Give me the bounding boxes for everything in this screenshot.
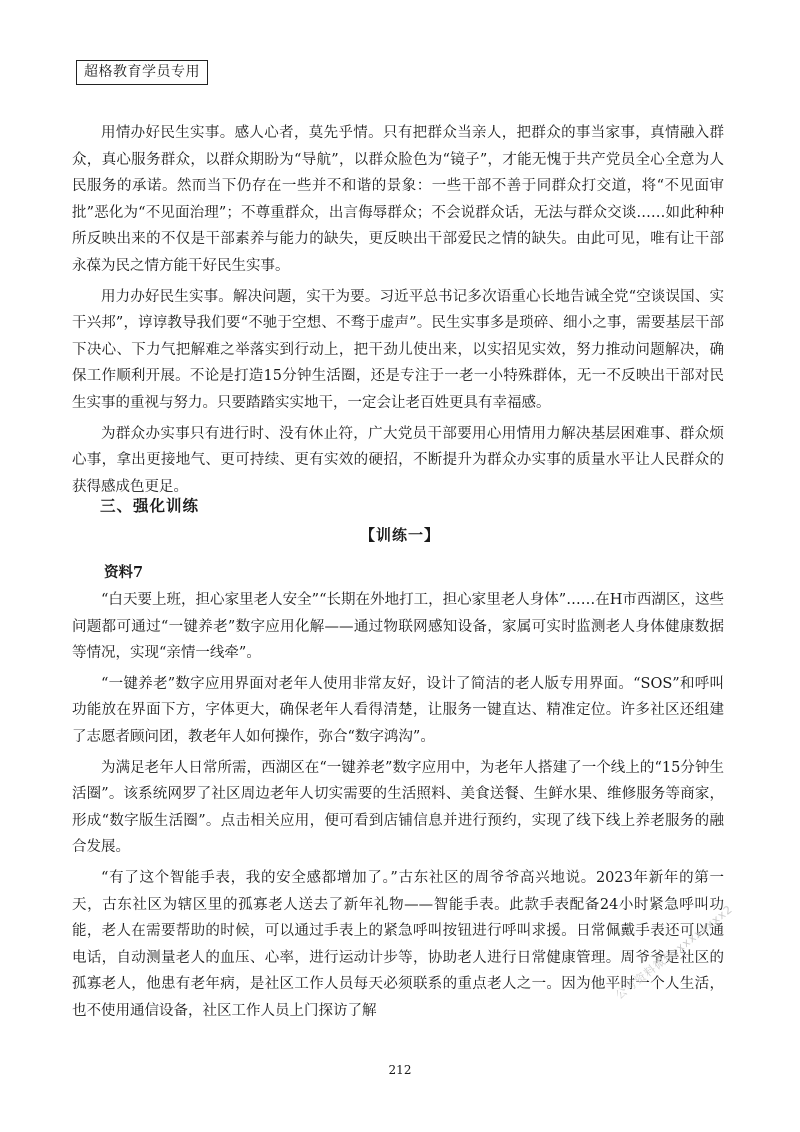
body-material	[72, 587, 724, 1025]
paragraph: 为满足老年人日常所需，西湖区在“一键养老”数字应用中，为老年人搭建了一个线上的“15分钟生活圈”。该系统网罗了社区周边老年人切实需要的生活照料、美食送餐、生鲜水果、维修服务等商家，形成“数字版生活圈”。点击相关应用，便可看到店铺信息并进行预约，实现了线下线上养老服务的融合发展。	[72, 759, 724, 856]
paragraph: “有了这个智能手表，我的安全感都增加了。”古东社区的周爷爷高兴地说。2023年新年的第一天，古东社区为辖区里的孤寡老人送去了新年礼物——智能手表。此款手表配备24小时紧急呼叫功能，老人在需要帮助的时候，可以通过手表上的紧急呼叫按钮进行呼叫求援。日常佩戴手表还可以通电话，自动测量老人的血压、心率，进行运动计步等，协助老人进行日常健康管理。周爷爷是社区的孤寡老人，他患有老年病，是社区工作人员每天必须联系的重点老人之一。因为他平时一个人生活，也不使用通信设备，社区工作人员上门探访了解	[72, 869, 724, 1019]
body-top	[72, 120, 724, 500]
paragraph: 用情办好民生实事。感人心者，莫先乎情。只有把群众当亲人，把群众的事当家事，真情融入群众，真心服务群众，以群众期盼为“导航”，以群众脸色为“镜子”，才能无愧于共产党员全心全意为人民服务的承诺。然而当下仍存在一些并不和谐的景象：一些干部不善于同群众打交道，将“不见面审批”恶化为“不见面治理”；不尊重群众，出言侮辱群众；不会说群众话，无法与群众交谈……如此种种所反映出来的不仅是干部素养与能力的缺失，更反映出干部爱民之情的缺失。由此可见，唯有让干部永葆为民之情方能干好民生实事。	[72, 125, 724, 274]
page-number: 212	[388, 1063, 412, 1077]
watermark: 公考资料微信:xxxxxxxx2	[613, 902, 736, 1002]
paragraph: 为群众办实事只有进行时、没有休止符，广大党员干部要用心用情用力解决基层困难事、群众烦心事，拿出更接地气、更可持续、更有实效的硬招，不断提升为群众办实事的质量水平让人民群众的获得感成色更足。	[72, 425, 724, 495]
training-title: 【训练一】	[359, 526, 440, 544]
paragraph: 用力办好民生实事。解决问题，实干为要。习近平总书记多次语重心长地告诫全党“空谈误国、实干兴邦”，谆谆教导我们要“不驰于空想、不骛于虚声”。民生实事多是琐碎、细小之事，需要基层干部下决心、下力气把解难之举落实到行动上，把干劲儿使出来，以实招见实效，努力推动问题解决，确保工作顺利开展。不论是打造15分钟生活圈，还是专注于一老一小特殊群体，无一不反映出干部对民生实事的重视与努力。只要踏踏实实地干，一定会让老百姓更具有幸福感。	[72, 288, 724, 411]
material-label: 资料7	[104, 564, 144, 581]
section-title: 三、强化训练	[100, 496, 200, 515]
header-label: 超格教育学员专用	[76, 60, 208, 85]
paragraph: “一键养老”数字应用界面对老年人使用非常友好，设计了简洁的老人版专用界面。“SOS”和呼叫功能放在界面下方，字体更大，确保老年人看得清楚，让服务一键直达、精准定位。许多社区还组建了志愿者顾问团，教老年人如何操作，弥合“数字鸿沟”。	[72, 675, 724, 745]
paragraph: “白天要上班，担心家里老人安全”“长期在外地打工，担心家里老人身体”……在H市西湖区，这些问题都可通过“一键养老”数字应用化解——通过物联网感知设备，家属可实时监测老人身体健康数据等情况，实现“亲情一线牵”。	[72, 592, 724, 662]
